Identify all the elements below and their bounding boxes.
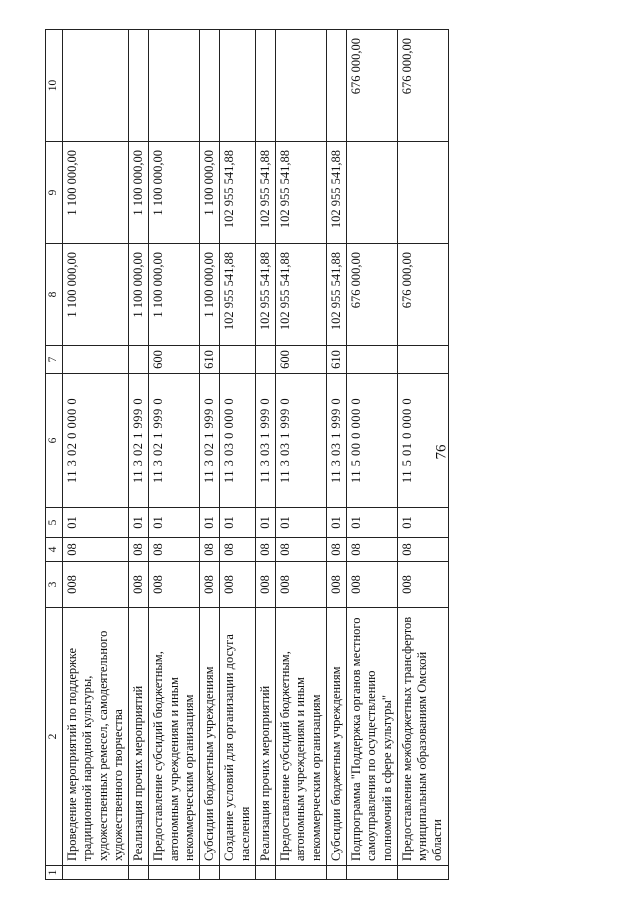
subsection-code: 01 <box>200 508 220 538</box>
row-name: Предоставление субсидий бюджетным, автономным учреждениям и иным некоммерческим организациям <box>276 608 327 866</box>
amount-own-funds <box>397 142 448 244</box>
target-article-code: 11 3 03 1 999 0 <box>255 374 275 508</box>
row-name: Реализация прочих мероприятий <box>129 608 149 866</box>
target-article-code: 11 3 03 0 000 0 <box>220 374 256 508</box>
subsection-code: 01 <box>220 508 256 538</box>
row-index-cell <box>149 866 200 880</box>
admin-code: 008 <box>326 562 346 608</box>
amount-transfers <box>200 30 220 142</box>
amount-transfers <box>63 30 129 142</box>
col-header: 5 <box>46 508 63 538</box>
amount-transfers: 676 000,00 <box>397 30 448 142</box>
section-code: 08 <box>200 538 220 562</box>
amount-own-funds <box>347 142 398 244</box>
amount-own-funds: 1 100 000,00 <box>63 142 129 244</box>
section-code: 08 <box>326 538 346 562</box>
table-row <box>326 30 346 880</box>
col-header: 10 <box>46 30 63 142</box>
amount-total: 676 000,00 <box>347 244 398 346</box>
amount-total: 102 955 541,88 <box>255 244 275 346</box>
amount-total: 1 100 000,00 <box>129 244 149 346</box>
amount-total: 102 955 541,88 <box>326 244 346 346</box>
amount-transfers <box>255 30 275 142</box>
amount-total: 102 955 541,88 <box>220 244 256 346</box>
amount-transfers <box>276 30 327 142</box>
admin-code: 008 <box>397 562 448 608</box>
target-article-code: 11 5 01 0 000 0 <box>397 374 448 508</box>
expense-type-code <box>347 346 398 374</box>
subsection-code: 01 <box>149 508 200 538</box>
amount-own-funds: 102 955 541,88 <box>220 142 256 244</box>
subsection-code: 01 <box>129 508 149 538</box>
row-name: Реализация прочих мероприятий <box>255 608 275 866</box>
admin-code: 008 <box>220 562 256 608</box>
target-article-code: 11 3 03 1 999 0 <box>326 374 346 508</box>
row-index-cell <box>129 866 149 880</box>
row-index-cell <box>347 866 398 880</box>
budget-table <box>45 29 449 880</box>
row-index-cell <box>220 866 256 880</box>
col-header: 7 <box>46 346 63 374</box>
row-name: Подпрограмма "Поддержка органов местного самоуправления по осуществлению полномочий в сфере культуры" <box>347 608 398 866</box>
subsection-code: 01 <box>347 508 398 538</box>
row-index-cell <box>63 866 129 880</box>
expense-type-code <box>129 346 149 374</box>
section-code: 08 <box>63 538 129 562</box>
section-code: 08 <box>149 538 200 562</box>
amount-total: 1 100 000,00 <box>149 244 200 346</box>
amount-total: 102 955 541,88 <box>276 244 327 346</box>
subsection-code: 01 <box>397 508 448 538</box>
target-article-code: 11 3 02 1 999 0 <box>200 374 220 508</box>
table-row <box>397 30 448 880</box>
expense-type-code: 600 <box>276 346 327 374</box>
col-header: 3 <box>46 562 63 608</box>
table-row <box>255 30 275 880</box>
expense-type-code <box>220 346 256 374</box>
subsection-code: 01 <box>276 508 327 538</box>
subsection-code: 01 <box>255 508 275 538</box>
row-name: Субсидии бюджетным учреждениям <box>200 608 220 866</box>
row-index-cell <box>326 866 346 880</box>
row-name: Предоставление межбюджетных трансфертов муниципальным образованиям Омской области <box>397 608 448 866</box>
row-name: Создание условий для организации досуга населения <box>220 608 256 866</box>
amount-own-funds: 1 100 000,00 <box>149 142 200 244</box>
admin-code: 008 <box>347 562 398 608</box>
col-header: 1 <box>46 866 63 880</box>
section-code: 08 <box>397 538 448 562</box>
admin-code: 008 <box>255 562 275 608</box>
amount-total: 1 100 000,00 <box>200 244 220 346</box>
admin-code: 008 <box>200 562 220 608</box>
table-row <box>63 30 129 880</box>
target-article-code: 11 5 00 0 000 0 <box>347 374 398 508</box>
col-header: 2 <box>46 608 63 866</box>
row-name: Субсидии бюджетным учреждениям <box>326 608 346 866</box>
table-row <box>276 30 327 880</box>
expense-type-code <box>255 346 275 374</box>
admin-code: 008 <box>129 562 149 608</box>
amount-own-funds: 1 100 000,00 <box>129 142 149 244</box>
table-row <box>129 30 149 880</box>
table-row <box>347 30 398 880</box>
expense-type-code: 600 <box>149 346 200 374</box>
amount-transfers <box>129 30 149 142</box>
expense-type-code <box>397 346 448 374</box>
admin-code: 008 <box>149 562 200 608</box>
expense-type-code: 610 <box>200 346 220 374</box>
table-row <box>149 30 200 880</box>
amount-own-funds: 1 100 000,00 <box>200 142 220 244</box>
row-name: Предоставление субсидий бюджетным, автономным учреждениям и иным некоммерческим организациям <box>149 608 200 866</box>
budget-table-container <box>45 30 545 880</box>
amount-transfers <box>326 30 346 142</box>
section-code: 08 <box>129 538 149 562</box>
target-article-code: 11 3 02 1 999 0 <box>149 374 200 508</box>
row-index-cell <box>397 866 448 880</box>
target-article-code: 11 3 03 1 999 0 <box>276 374 327 508</box>
target-article-code: 11 3 02 1 999 0 <box>129 374 149 508</box>
table-row <box>220 30 256 880</box>
expense-type-code <box>63 346 129 374</box>
amount-transfers <box>149 30 200 142</box>
expense-type-code: 610 <box>326 346 346 374</box>
col-header: 4 <box>46 538 63 562</box>
subsection-code: 01 <box>326 508 346 538</box>
amount-transfers <box>220 30 256 142</box>
section-code: 08 <box>220 538 256 562</box>
subsection-code: 01 <box>63 508 129 538</box>
row-index-cell <box>255 866 275 880</box>
amount-total: 676 000,00 <box>397 244 448 346</box>
header-row <box>46 30 63 880</box>
section-code: 08 <box>347 538 398 562</box>
row-index-cell <box>200 866 220 880</box>
amount-total: 1 100 000,00 <box>63 244 129 346</box>
amount-transfers: 676 000,00 <box>347 30 398 142</box>
page-number: 76 <box>433 444 450 460</box>
col-header: 9 <box>46 142 63 244</box>
amount-own-funds: 102 955 541,88 <box>255 142 275 244</box>
col-header: 8 <box>46 244 63 346</box>
col-header: 6 <box>46 374 63 508</box>
row-name: Проведение мероприятий по поддержке традиционной народной культуры, художественных ремесел, самодеятельного художественного творчества <box>63 608 129 866</box>
admin-code: 008 <box>276 562 327 608</box>
amount-own-funds: 102 955 541,88 <box>276 142 327 244</box>
row-index-cell <box>276 866 327 880</box>
table-row <box>200 30 220 880</box>
amount-own-funds: 102 955 541,88 <box>326 142 346 244</box>
admin-code: 008 <box>63 562 129 608</box>
section-code: 08 <box>255 538 275 562</box>
section-code: 08 <box>276 538 327 562</box>
target-article-code: 11 3 02 0 000 0 <box>63 374 129 508</box>
